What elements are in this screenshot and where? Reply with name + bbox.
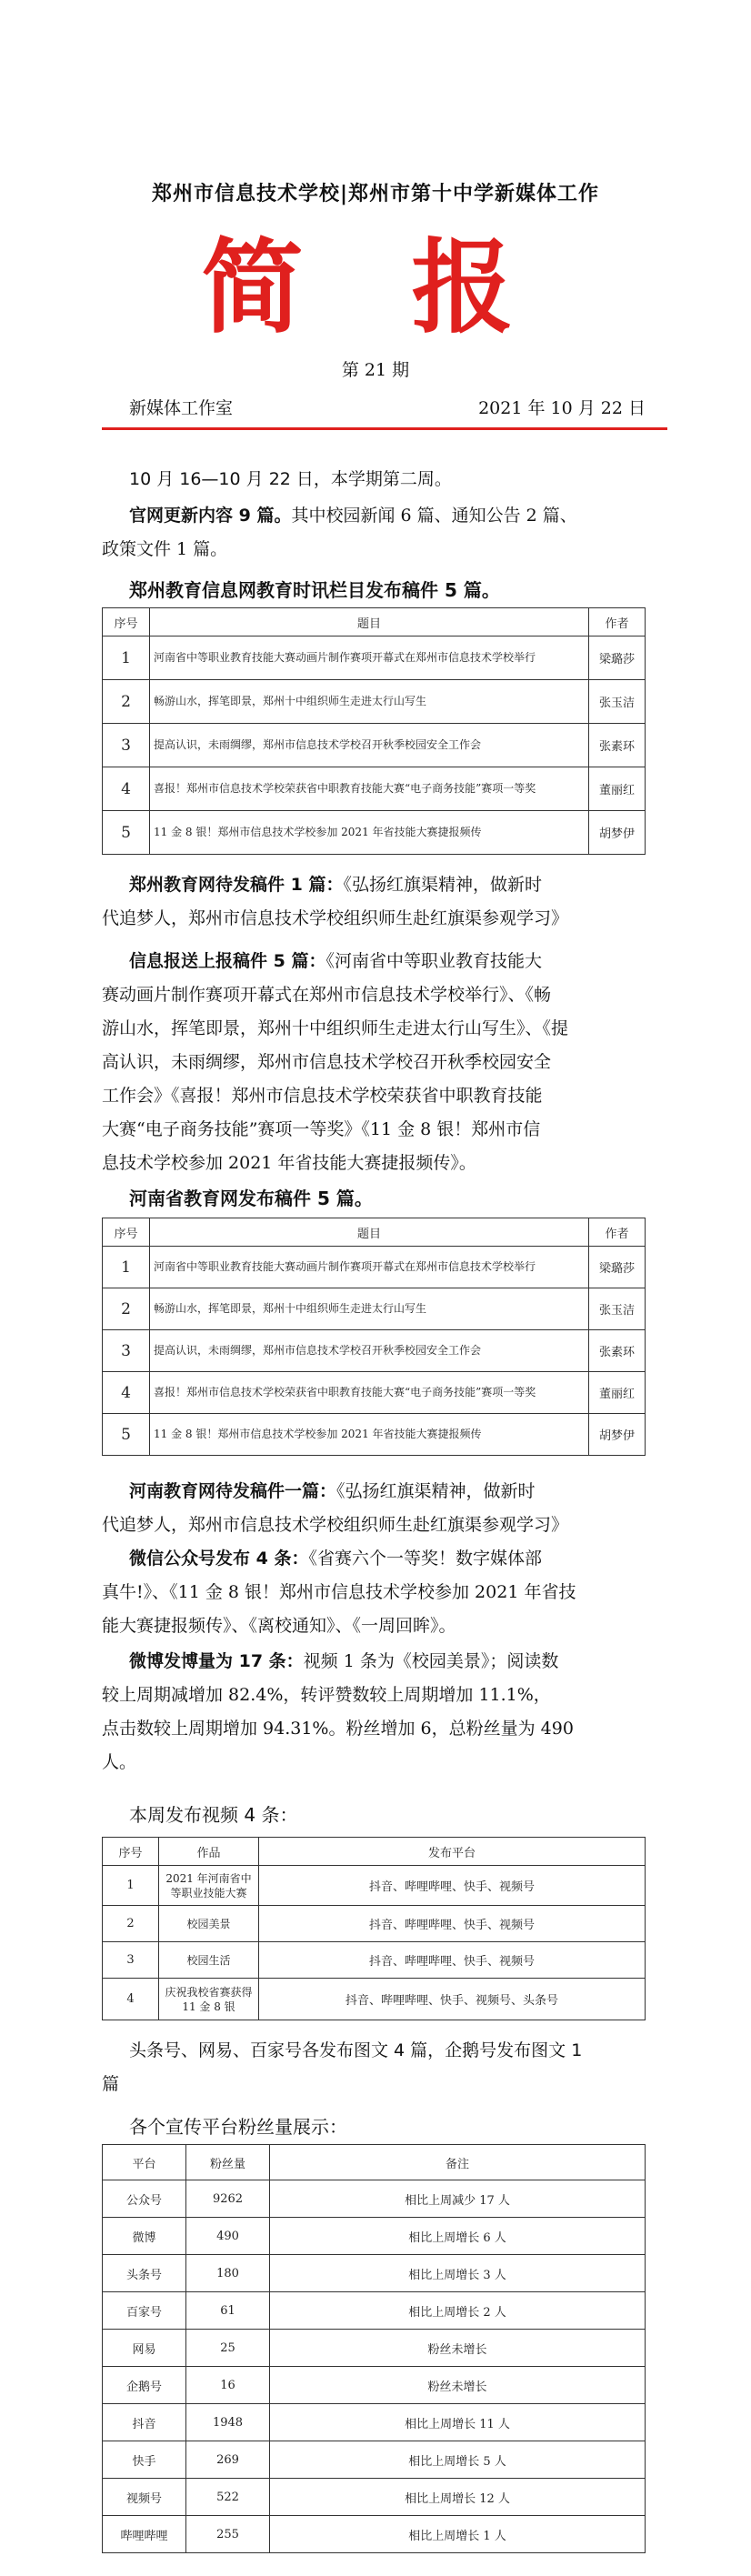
fans-heading: 各个宣传平台粉丝量展示：: [129, 2116, 347, 2138]
org-title: 郑州市信息技术学校|郑州市第十中学新媒体工作: [151, 183, 600, 205]
table-row: [103, 1330, 646, 1372]
col-header-no: 序号: [103, 1218, 150, 1247]
row-number: 4: [103, 1979, 159, 2020]
pending-hn-lead: 河南教育网待发稿件一篇：: [129, 1481, 337, 1501]
intro-text: [129, 463, 656, 496]
article-author: 张素环: [589, 1330, 646, 1372]
platform-name: 快手: [103, 2441, 186, 2479]
pending-hn-line-2: 代追梦人，郑州市信息技术学校组织师生赴红旗渠参观学习》: [102, 1515, 569, 1535]
video-title: 校园生活: [159, 1942, 259, 1979]
col-header-platform: 平台: [103, 2145, 186, 2180]
wechat-line-2: 真牛!》、《11 金 8 银！郑州市信息技术学校参加 2021 年省技: [102, 1582, 576, 1602]
row-number: 5: [103, 1414, 150, 1456]
row-number: 2: [103, 1288, 150, 1330]
row-number: 1: [103, 1247, 150, 1288]
fan-count: 180: [186, 2255, 270, 2292]
platform-name: 百家号: [103, 2292, 186, 2330]
col-header-platforms: 发布平台: [259, 1838, 646, 1866]
info-report-line: 息技术学校参加 2021 年省技能大赛捷报频传》。: [102, 1153, 476, 1173]
pending-hn-section: [102, 1475, 647, 1542]
weibo-text: 视频 1 条为《校园美景》；阅读数: [303, 1651, 559, 1671]
table-row: [103, 1288, 646, 1330]
info-report-line: 赛动画片制作赛项开幕式在郑州市信息技术学校举行》、《畅: [102, 985, 552, 1005]
row-number: 3: [103, 1330, 150, 1372]
row-number: 3: [103, 724, 150, 767]
article-author: 张玉洁: [589, 1288, 646, 1330]
fan-note: 相比上周增长 2 人: [270, 2292, 646, 2330]
masthead-title: 简 报: [201, 229, 550, 347]
table-row: [103, 1979, 646, 2020]
pending-zz-line-1: [102, 868, 647, 902]
row-number: 1: [103, 1866, 159, 1906]
videos-table: [102, 1837, 646, 2020]
table-row: [103, 2255, 646, 2292]
videos-heading: 本周发布视频 4 条：: [129, 1804, 298, 1826]
platform-name: 抖音: [103, 2404, 186, 2441]
toutiao-line-2: 篇: [102, 2074, 120, 2094]
article-title: 畅游山水，挥笔即景，郑州十中组织师生走进太行山写生: [150, 1288, 589, 1330]
issue-number: 第 21 期: [341, 360, 410, 380]
table-row: [103, 2330, 646, 2367]
weibo-line-4: 人。: [102, 1752, 137, 1772]
row-number: 4: [103, 767, 150, 811]
row-number: 2: [103, 680, 150, 724]
fan-count: 16: [186, 2367, 270, 2404]
table-header-row: [103, 1218, 646, 1247]
weibo-line-3: 点击数较上周期增加 94.31%。粉丝增加 6，总粉丝量为 490: [102, 1719, 574, 1739]
article-author: 董丽红: [589, 767, 646, 811]
row-number: 3: [103, 1942, 159, 1979]
table-row: [103, 2292, 646, 2330]
fans-table: [102, 2144, 646, 2553]
info-report-line: 大赛“电子商务技能”赛项一等奖》《11 金 8 银！郑州市信: [102, 1119, 541, 1139]
toutiao-line-1: 头条号、网易、百家号各发布图文 4 篇，企鹅号发布图文 1: [129, 2040, 583, 2060]
wechat-section: [102, 1542, 647, 1643]
pending-zz-lead: 郑州教育网待发稿件 1 篇：: [129, 875, 344, 895]
wechat-line-3: 能大赛捷报频传》、《离校通知》、《一周回眸》。: [102, 1616, 456, 1636]
article-title: 提高认识，未雨绸缪，郑州市信息技术学校召开秋季校园安全工作会: [150, 1330, 589, 1372]
platform-name: 企鹅号: [103, 2367, 186, 2404]
table-row: [103, 636, 646, 680]
article-title: 11 金 8 银！郑州市信息技术学校参加 2021 年省技能大赛捷报频传: [150, 811, 589, 855]
platform-name: 公众号: [103, 2180, 186, 2218]
video-platforms: 抖音、哔哩哔哩、快手、视频号: [259, 1906, 646, 1942]
table-row: [103, 2479, 646, 2516]
video-title: 庆祝我校省赛获得 11 金 8 银: [159, 1979, 259, 2020]
edu-info-table: [102, 607, 646, 855]
website-lead: 官网更新内容 9 篇。: [129, 506, 292, 526]
article-author: 梁璐莎: [589, 636, 646, 680]
table-row: [103, 2180, 646, 2218]
article-author: 张素环: [589, 724, 646, 767]
table-row: [103, 1372, 646, 1414]
col-header-no: 序号: [103, 1838, 159, 1866]
henan-edu-heading: 河南省教育网发布稿件 5 篇。: [129, 1188, 373, 1209]
website-text: 其中校园新闻 6 篇、通知公告 2 篇、: [291, 506, 577, 526]
fan-note: 相比上周增长 1 人: [270, 2516, 646, 2553]
platform-name: 头条号: [103, 2255, 186, 2292]
info-report-line-1: [102, 945, 647, 978]
department-name: 新媒体工作室: [129, 398, 234, 418]
fan-count: 255: [186, 2516, 270, 2553]
article-author: 梁璐莎: [589, 1247, 646, 1288]
pending-hn-text: 《弘扬红旗渠精神，做新时: [336, 1481, 536, 1501]
video-title: 2021 年河南省中等职业技能大赛: [159, 1866, 259, 1906]
table-row: [103, 767, 646, 811]
fan-note: 相比上周增长 11 人: [270, 2404, 646, 2441]
table-row: [103, 1866, 646, 1906]
pending-zz-text: 《弘扬红旗渠精神，做新时: [343, 875, 542, 895]
fan-count: 269: [186, 2441, 270, 2479]
fan-count: 1948: [186, 2404, 270, 2441]
row-number: 5: [103, 811, 150, 855]
edu-info-heading: 郑州教育信息网教育时讯栏目发布稿件 5 篇。: [129, 579, 500, 601]
fan-count: 9262: [186, 2180, 270, 2218]
table-header-row: [103, 1838, 646, 1866]
table-row: [103, 2218, 646, 2255]
weibo-lead: 微博发博量为 17 条：: [129, 1651, 304, 1671]
fan-note: 粉丝未增长: [270, 2367, 646, 2404]
table-row: [103, 724, 646, 767]
pending-hn-line-1: [102, 1475, 647, 1509]
henan-edu-table: [102, 1218, 646, 1456]
info-report-line: 游山水，挥笔即景，郑州十中组织师生走进太行山写生》、《提: [102, 1018, 569, 1038]
table-row: [103, 1247, 646, 1288]
info-report-text: 《河南省中等职业教育技能大: [325, 951, 542, 971]
article-title: 喜报！郑州市信息技术学校荣获省中职教育技能大赛“电子商务技能”赛项一等奖: [150, 767, 589, 811]
fan-count: 522: [186, 2479, 270, 2516]
video-platforms: 抖音、哔哩哔哩、快手、视频号: [259, 1866, 646, 1906]
video-title: 校园美景: [159, 1906, 259, 1942]
col-header-title: 题目: [150, 608, 589, 636]
article-title: 喜报！郑州市信息技术学校荣获省中职教育技能大赛“电子商务技能”赛项一等奖: [150, 1372, 589, 1414]
video-platforms: 抖音、哔哩哔哩、快手、视频号: [259, 1942, 646, 1979]
info-report-lead: 信息报送上报稿件 5 篇：: [129, 951, 326, 971]
row-number: 4: [103, 1372, 150, 1414]
info-report-line: 高认识，未雨绸缪，郑州市信息技术学校召开秋季校园安全: [102, 1052, 552, 1072]
weibo-line-1: [102, 1645, 647, 1679]
platform-name: 哔哩哔哩: [103, 2516, 186, 2553]
info-report-line: 工作会》《喜报！郑州市信息技术学校荣获省中职教育技能: [102, 1086, 543, 1106]
fan-count: 490: [186, 2218, 270, 2255]
fan-note: 相比上周增长 12 人: [270, 2479, 646, 2516]
article-title: 11 金 8 银！郑州市信息技术学校参加 2021 年省技能大赛捷报频传: [150, 1414, 589, 1456]
website-line-2: 政策文件 1 篇。: [102, 539, 228, 559]
col-header-count: 粉丝量: [186, 2145, 270, 2180]
wechat-lead: 微信公众号发布 4 条：: [129, 1549, 309, 1569]
platform-name: 视频号: [103, 2479, 186, 2516]
intro-line: 10 月 16—10 月 22 日，本学期第二周。: [129, 469, 452, 489]
table-row: [103, 1906, 646, 1942]
table-header-row: [103, 608, 646, 636]
fan-note: 粉丝未增长: [270, 2330, 646, 2367]
table-row: [103, 2441, 646, 2479]
row-number: 2: [103, 1906, 159, 1942]
wechat-line-1: [102, 1542, 647, 1576]
fan-note: 相比上周增长 5 人: [270, 2441, 646, 2479]
col-header-author: 作者: [589, 608, 646, 636]
article-title: 河南省中等职业教育技能大赛动画片制作赛项开幕式在郑州市信息技术学校举行: [150, 1247, 589, 1288]
toutiao-section: [102, 2034, 666, 2101]
table-row: [103, 1414, 646, 1456]
fan-note: 相比上周增长 3 人: [270, 2255, 646, 2292]
fan-count: 61: [186, 2292, 270, 2330]
article-author: 董丽红: [589, 1372, 646, 1414]
col-header-no: 序号: [103, 608, 150, 636]
table-row: [103, 811, 646, 855]
website-section: [102, 499, 647, 566]
col-header-title: 题目: [150, 1218, 589, 1247]
row-number: 1: [103, 636, 150, 680]
table-row: [103, 2404, 646, 2441]
table-row: [103, 680, 646, 724]
col-header-author: 作者: [589, 1218, 646, 1247]
weibo-section: [102, 1645, 647, 1779]
platform-name: 微博: [103, 2218, 186, 2255]
publish-date: 2021 年 10 月 22 日: [478, 398, 646, 418]
fan-count: 25: [186, 2330, 270, 2367]
article-author: 张玉洁: [589, 680, 646, 724]
table-row: [103, 2516, 646, 2553]
platform-name: 网易: [103, 2330, 186, 2367]
fan-note: 相比上周增长 6 人: [270, 2218, 646, 2255]
header-divider: [102, 427, 667, 430]
pending-zz-line-2: 代追梦人，郑州市信息技术学校组织师生赴红旗渠参观学习》: [102, 908, 569, 928]
table-row: [103, 2367, 646, 2404]
article-author: 胡梦伊: [589, 811, 646, 855]
table-header-row: [103, 2145, 646, 2180]
article-title: 河南省中等职业教育技能大赛动画片制作赛项开幕式在郑州市信息技术学校举行: [150, 636, 589, 680]
article-title: 提高认识，未雨绸缪，郑州市信息技术学校召开秋季校园安全工作会: [150, 724, 589, 767]
article-author: 胡梦伊: [589, 1414, 646, 1456]
info-report-section: [102, 945, 647, 1180]
website-line-1: [102, 499, 647, 533]
wechat-text: 《省赛六个一等奖！数字媒体部: [308, 1549, 542, 1569]
col-header-note: 备注: [270, 2145, 646, 2180]
video-platforms: 抖音、哔哩哔哩、快手、视频号、头条号: [259, 1979, 646, 2020]
article-title: 畅游山水，挥笔即景，郑州十中组织师生走进太行山写生: [150, 680, 589, 724]
fan-note: 相比上周减少 17 人: [270, 2180, 646, 2218]
weibo-line-2: 较上周期减增加 82.4%，转评赞数较上周期增加 11.1%，: [102, 1685, 551, 1705]
table-row: [103, 1942, 646, 1979]
pending-zz-section: [102, 868, 647, 936]
col-header-work: 作品: [159, 1838, 259, 1866]
